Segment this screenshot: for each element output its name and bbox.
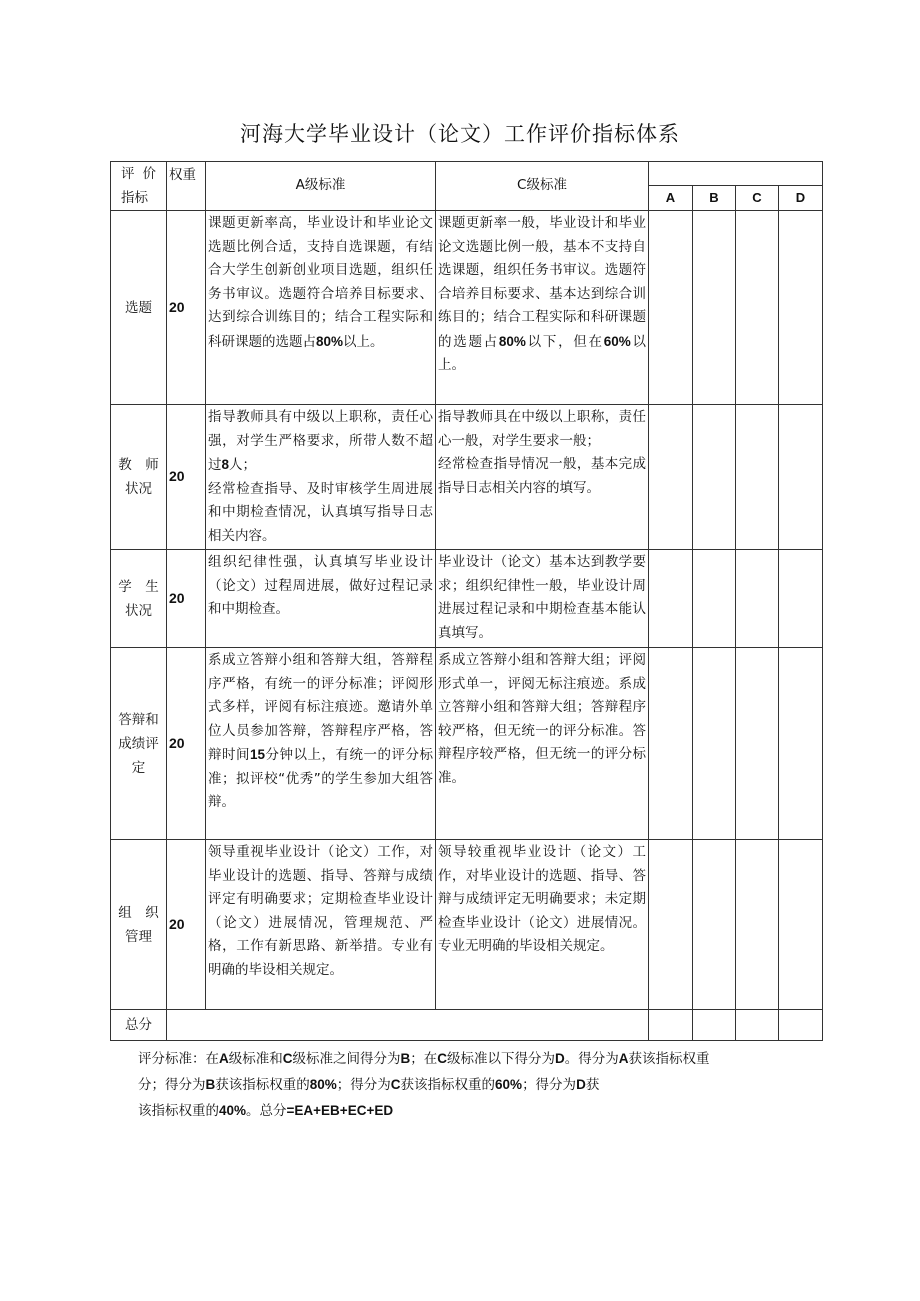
row-indicator: 答辩和 成绩评 定 xyxy=(111,648,167,840)
header-indicator-jia: 价 xyxy=(142,166,156,182)
row-c-standard: 系成立答辩小组和答辩大组；评阅形式单一，评阅无标注痕迹。系成立答辩小组和答辩大组；答辩程序较严格，但无统一的评分标准。答辩程序较严格，但无统一的评分标准。 xyxy=(436,648,649,840)
row-grade-a-cell xyxy=(649,405,693,550)
header-grade-b: B xyxy=(693,186,736,211)
header-grade-group xyxy=(649,162,823,186)
document-title: 河海大学毕业设计（论文）工作评价指标体系 xyxy=(240,122,680,146)
row-a-standard: 课题更新率高，毕业设计和毕业论文选题比例合适，支持自选课题，有结合大学生创新创业项目选题，组织任务书审议。选题符合培养目标要求、达到综合训练目的；结合工程实际和科研课题的选题占80%以上。 xyxy=(206,211,436,405)
row-indicator: 学 生 状况 xyxy=(111,550,167,648)
footnote-line-1: 评分标准：在A级标准和C级标准之间得分为B；在C级标准以下得分为D。得分为A获该指标权重 xyxy=(138,1051,710,1067)
row-c-standard: 领导较重视毕业设计（论文）工作，对毕业设计的选题、指导、答辩与成绩评定无明确要求；未定期检查毕业设计（论文）进展情况。专业无明确的毕设相关规定。 xyxy=(436,840,649,1010)
table-row xyxy=(111,405,823,550)
row-a-standard: 领导重视毕业设计（论文）工作，对毕业设计的选题、指导、答辩与成绩评定有明确要求；定期检查毕业设计（论文）进展情况，管理规范、严格，工作有新思路、新举措。专业有明确的毕设相关规定。 xyxy=(206,840,436,1010)
header-a-standard xyxy=(206,162,436,211)
row-grade-a-cell xyxy=(649,648,693,840)
row-grade-d-cell xyxy=(779,840,823,1010)
header-grade-d: D xyxy=(779,186,823,211)
header-indicator-ping: 评 xyxy=(121,166,135,182)
table-row xyxy=(111,211,823,405)
row-c-standard: 课题更新率一般，毕业设计和毕业论文选题比例一般，基本不支持自选课题，组织任务书审议。选题符合培养目标要求、基本达到综合训练目的；结合工程实际和科研课题的选题占80%以下，但在60%以上。 xyxy=(436,211,649,405)
table-row xyxy=(111,648,823,840)
header-c-standard xyxy=(436,162,649,211)
table-row xyxy=(111,550,823,648)
row-grade-c-cell xyxy=(736,405,779,550)
row-grade-c-cell xyxy=(736,648,779,840)
row-weight: 20 xyxy=(167,405,206,550)
row-grade-a-cell xyxy=(649,550,693,648)
evaluation-table xyxy=(110,161,823,1041)
total-grade-c-cell xyxy=(736,1010,779,1041)
row-grade-d-cell xyxy=(779,550,823,648)
row-a-standard: 指导教师具有中级以上职称，责任心强，对学生严格要求，所带人数不超过8人； 经常检查指导、及时审核学生周进展和中期检查情况，认真填写指导日志相关内容。 xyxy=(206,405,436,550)
row-grade-a-cell xyxy=(649,211,693,405)
total-grade-a-cell xyxy=(649,1010,693,1041)
row-c-standard: 毕业设计（论文）基本达到教学要求；组织纪律性一般，毕业设计周进展过程记录和中期检查基本能认真填写。 xyxy=(436,550,649,648)
header-indicator xyxy=(111,162,167,211)
header-c-standard-label: C级标准 xyxy=(517,177,567,194)
total-label: 总分 xyxy=(111,1010,167,1041)
row-indicator: 教 师 状况 xyxy=(111,405,167,550)
header-weight: 权重 xyxy=(167,162,206,211)
row-grade-d-cell xyxy=(779,648,823,840)
row-grade-d-cell xyxy=(779,211,823,405)
row-grade-b-cell xyxy=(693,405,736,550)
row-indicator: 组 织 管理 xyxy=(111,840,167,1010)
total-row xyxy=(111,1010,823,1041)
row-indicator: 选题 xyxy=(111,211,167,405)
row-grade-b-cell xyxy=(693,840,736,1010)
table-row xyxy=(111,840,823,1010)
row-a-standard: 系成立答辩小组和答辩大组，答辩程序严格，有统一的评分标准；评阅形式多样，评阅有标注痕迹。邀请外单位人员参加答辩，答辩程序严格，答辩时间15分钟以上，有统一的评分标准；拟评校“优秀”的学生参加大组答辩。 xyxy=(206,648,436,840)
footnote-line-3: 该指标权重的40%。总分=EA+EB+EC+ED xyxy=(138,1103,394,1119)
row-c-standard: 指导教师具在中级以上职称，责任心一般，对学生要求一般； 经常检查指导情况一般，基本完成指导日志相关内容的填写。 xyxy=(436,405,649,550)
row-weight: 20 xyxy=(167,648,206,840)
row-grade-c-cell xyxy=(736,840,779,1010)
row-weight: 20 xyxy=(167,840,206,1010)
row-a-standard: 组织纪律性强，认真填写毕业设计（论文）过程周进展，做好过程记录和中期检查。 xyxy=(206,550,436,648)
row-weight: 20 xyxy=(167,550,206,648)
total-value-cell xyxy=(167,1010,649,1041)
row-grade-d-cell xyxy=(779,405,823,550)
row-weight: 20 xyxy=(167,211,206,405)
header-grade-c: C xyxy=(736,186,779,211)
row-grade-b-cell xyxy=(693,211,736,405)
row-grade-b-cell xyxy=(693,648,736,840)
total-grade-d-cell xyxy=(779,1010,823,1041)
footnote-line-2: 分；得分为B获该指标权重的80%；得分为C获该指标权重的60%；得分为D获 xyxy=(138,1077,600,1093)
row-grade-c-cell xyxy=(736,550,779,648)
scoring-footnote xyxy=(138,1046,828,1124)
row-grade-c-cell xyxy=(736,211,779,405)
header-indicator-zhibiao: 指标 xyxy=(121,190,148,206)
header-grade-a: A xyxy=(649,186,693,211)
row-grade-b-cell xyxy=(693,550,736,648)
header-a-standard-label: A级标准 xyxy=(295,177,346,194)
total-grade-b-cell xyxy=(693,1010,736,1041)
row-grade-a-cell xyxy=(649,840,693,1010)
